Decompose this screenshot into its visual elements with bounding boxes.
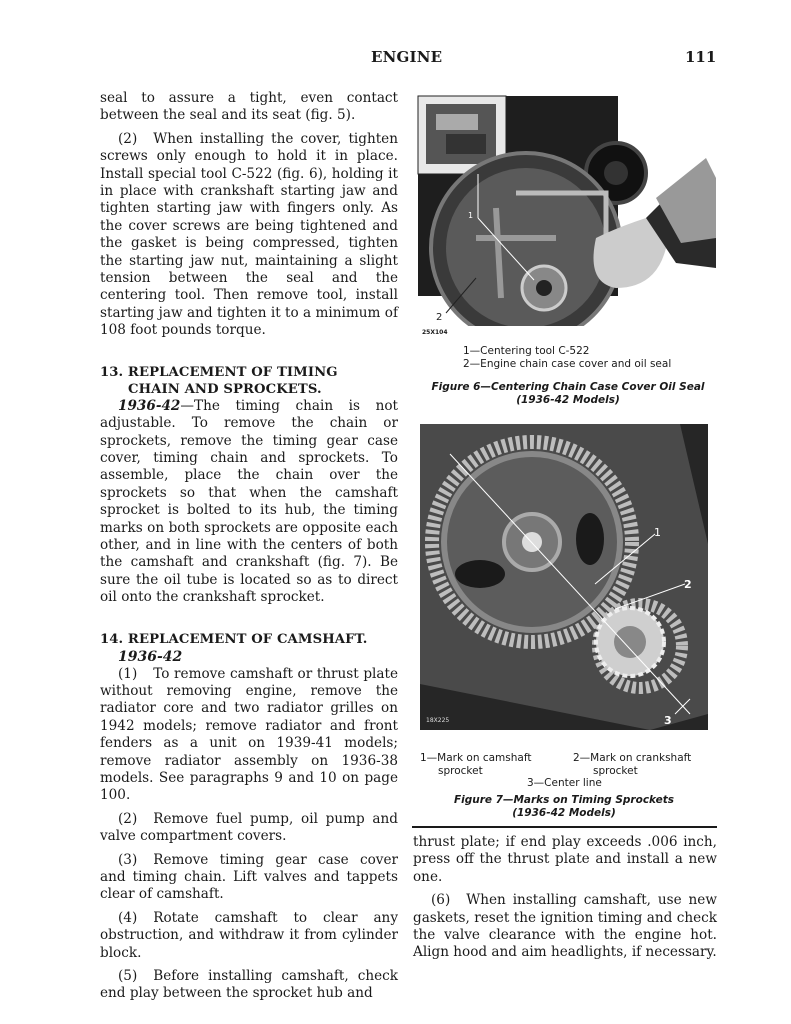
callout-2: 2	[436, 312, 443, 323]
engine-cover-illustration	[416, 88, 716, 326]
figure-7-title: Figure 7—Marks on Timing Sprockets (1936-42 Models)	[453, 794, 675, 819]
model-years: 1936-42	[118, 648, 183, 665]
paragraph-5: (5) Before installing camshaft, check end play between the sprocket hub and	[100, 968, 398, 1002]
timing-sprockets-illustration	[420, 424, 708, 730]
right-column-text	[413, 834, 717, 962]
section-13-body: 1936-42—The timing chain is not adjustable. To remove the chain or sprockets, remove the timing gear case cover, timing chain and sprockets. To assemble, place the chain over the sprockets so that when the camshaft sprocket is bolted to its hub, the timing marks on both sprockets are opposite each other, and in line with the centers of both the camshaft and crankshaft (fig. 7). Be sure the oil tube is located so as to direct oil onto the crankshaft sprocket.	[100, 397, 398, 606]
figure-7-legend-item-2: 2—Mark on crankshaft sprocket	[573, 752, 692, 777]
callout-1: 1	[654, 526, 661, 539]
left-column	[100, 90, 398, 1003]
section-14-heading: 14. REPLACEMENT OF CAMSHAFT.	[100, 631, 368, 647]
figure-7-legend-item-1: 1—Mark on camshaft sprocket	[420, 752, 532, 777]
figure-6-legend: 1—Centering tool C-522 2—Engine chain case cover and oil seal	[463, 345, 672, 370]
paragraph-1: (1) To remove camshaft or thrust plate without removing engine, remove the radiator core and two radiator grilles on 1942 models; remove radiator and front fenders as a unit on 1939-41 models; remove radiator assembly on 1936-38 models. See paragraphs 9 and 10 on page 100.	[100, 665, 398, 804]
figure-6-title: Figure 6—Centering Chain Case Cover Oil Seal (1936-42 Models)	[431, 381, 705, 406]
callout-3: 3	[664, 714, 672, 727]
figure-6-code: 25X104	[422, 329, 448, 336]
figure-7-code: 18X225	[426, 717, 450, 724]
paragraph-continued: seal to assure a tight, even contact between the seal and its seat (fig. 5).	[100, 90, 398, 124]
model-years: 1936-42	[118, 397, 181, 414]
paragraph-continued: thrust plate; if end play exceeds .006 inch, press off the thrust plate and install a new one.	[413, 834, 717, 885]
section-13-heading: 13. REPLACEMENT OF TIMING CHAIN AND SPROCKETS.	[100, 364, 338, 397]
paragraph-text: When installing the cover, tighten screws only enough to hold it in place. Install special tool C-522 (fig. 6), holding it in place with crankshaft starting jaw and tighten starting jaw with fingers only. As the cover screws are being tightened and the gasket is being compressed, tighten the starting jaw nut, maintaining a slight tension between the seal and the centering tool. Then remove tool, install starting jaw and tighten it to a minimum of 108 foot pounds torque.	[100, 130, 398, 339]
paragraph-2: (2) Remove fuel pump, oil pump and valve compartment covers.	[100, 810, 398, 845]
callout-2: 2	[684, 578, 692, 591]
paragraph-2	[100, 131, 398, 340]
callout-1: 1	[468, 211, 474, 220]
paragraph-3: (3) Remove timing gear case cover and timing chain. Lift valves and tappets clear of camshaft.	[100, 851, 398, 903]
page-number: 111	[685, 48, 717, 66]
figure-7-legend-item-3: 3—Center line	[527, 777, 602, 789]
figure-7-photo	[420, 424, 708, 730]
column-divider-rule	[412, 826, 717, 828]
figure-6-photo	[416, 88, 716, 326]
paragraph-number: (2)	[118, 130, 138, 147]
paragraph-6: (6) When installing camshaft, use new gaskets, reset the ignition timing and check the valve clearance with the engine hot. Align hood and aim headlights, if necessary.	[413, 892, 717, 961]
paragraph-4: (4) Rotate camshaft to clear any obstruction, and withdraw it from cylinder block.	[100, 909, 398, 961]
section-title: ENGINE	[371, 48, 443, 66]
